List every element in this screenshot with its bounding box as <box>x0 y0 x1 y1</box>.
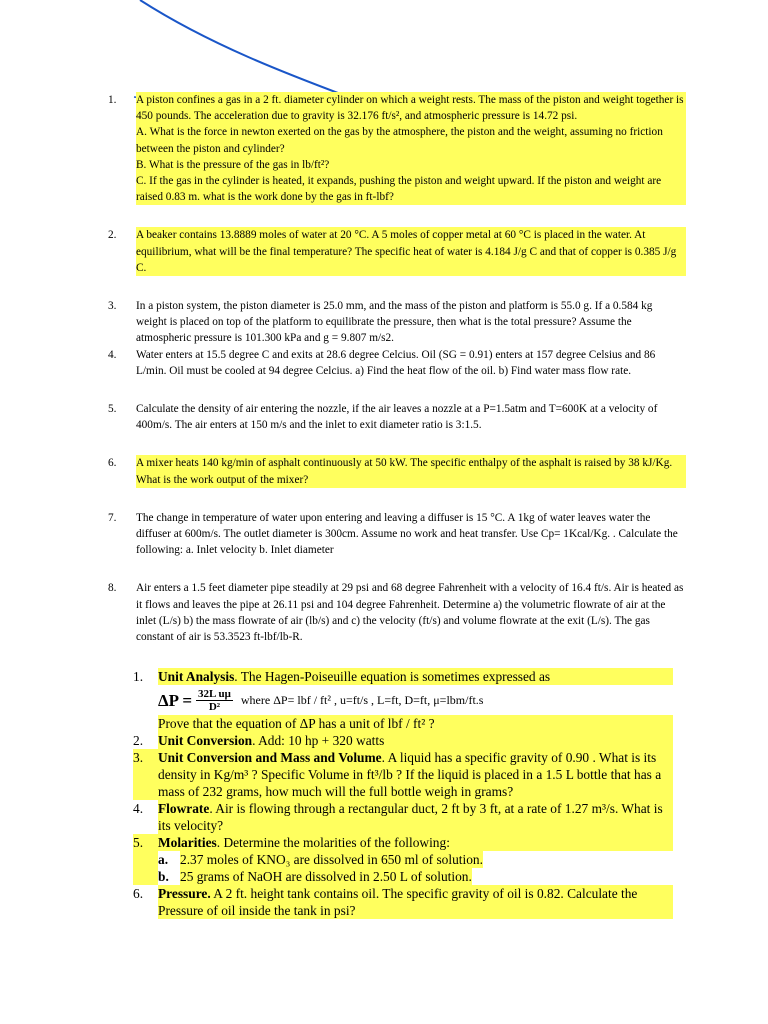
subitem-text: 25 grams of NaOH are dissolved in 2.50 L of solution. <box>180 869 472 884</box>
problem-1 <box>108 92 686 205</box>
exercise-5-subitem-a <box>158 851 673 868</box>
exercise-number: 5. <box>133 834 158 885</box>
exercise-text: . Determine the molarities of the following: <box>216 835 450 850</box>
problem-number: 3. <box>108 300 117 313</box>
struck-text: A piston confines a gas in a 2 ft. diameter <box>136 94 324 106</box>
problem-4 <box>108 347 686 379</box>
exercise-title: Molarities <box>158 835 217 850</box>
problem-number: 7. <box>108 511 117 524</box>
exercise-number: 2. <box>133 733 144 748</box>
exercise-4 <box>133 800 673 834</box>
problem-number: 1. <box>108 94 117 106</box>
exercise-text: A 2 ft. height tank contains oil. The specific gravity of oil is 0.82. Calculate the Pressure of oil inside the tank in psi? <box>158 886 638 918</box>
exercise-5-subitem-b <box>158 868 673 885</box>
exercise-title: Flowrate <box>158 801 210 816</box>
exercise-title: Unit Analysis <box>158 669 235 684</box>
problem-subpart-c: C. If the gas in the cylinder is heated, it expands, pushing the piston and weight upward. If the piston and weight are raised 0.83 m. what is the work done by the gas in ft-lbf? <box>136 173 686 205</box>
problem-list-part1 <box>108 92 686 645</box>
problem-subpart-b: B. What is the pressure of the gas in lb/ft²? <box>136 157 686 173</box>
problem-number: 6. <box>108 457 117 470</box>
subitem-label: b. <box>158 869 169 884</box>
subitem-label: a. <box>158 852 169 867</box>
exercise-text: . A liquid has a specific gravity of 0.90 . What is its density in Kg/m³ ? Specific Volume in ft³/lb ? If the liquid is placed in a 1.5 L bottle that has a mass of 232 grams, how much will the full bottle weigh in grams? <box>158 750 662 799</box>
problem-number: 2. <box>108 229 117 242</box>
equation-fraction <box>196 688 233 713</box>
exercise-title: Unit Conversion and Mass and Volume <box>158 750 382 765</box>
exercise-number: 3. <box>133 749 158 800</box>
exercise-5 <box>133 834 673 885</box>
exercise-1 <box>133 668 673 732</box>
problem-list-part2 <box>133 668 673 919</box>
exercise-6 <box>133 885 673 919</box>
problem-number: 4. <box>108 348 117 361</box>
problem-7 <box>108 510 686 559</box>
exercise-prove: Prove that the equation of ΔP has a unit of lbf / ft² ? <box>158 715 673 732</box>
exercise-text: . Air is flowing through a rectangular duct, 2 ft by 3 ft, at a rate of 1.27 m³/s. What is its velocity? <box>158 801 663 833</box>
problem-text: In a piston system, the piston diameter is 25.0 mm, and the mass of the piston and platform is 55.0 g. If a 0.584 kg weight is placed on top of the platform to equilibrate the pressure, then what is the total pressure? Assume the atmospheric pressure is 101.300 kPa and g = 9.807 m/s2. <box>136 300 653 345</box>
problem-number: 8. <box>108 582 117 595</box>
exercise-text: . Add: 10 hp + 320 watts <box>252 733 385 748</box>
problem-8 <box>108 580 686 645</box>
problem-text: A beaker contains 13.8889 moles of water at 20 °C. A 5 moles of copper metal at 60 °C is placed in the water. At equilibrium, what will be the final temperature? The specific heat of water is 4.184 J/g C and that of copper is 0.385 J/g C. <box>136 227 686 276</box>
exercise-title: Unit Conversion <box>158 733 253 748</box>
exercise-text: . The Hagen-Poiseuille equation is sometimes expressed as <box>234 669 551 684</box>
equation-where: where ΔP= lbf / ft² , u=ft/s , L=ft, D=ft, μ=lbm/ft.s <box>240 692 484 707</box>
exercise-title: Pressure. <box>158 886 211 901</box>
hagen-poiseuille-equation <box>158 685 673 715</box>
pen-stroke-curve <box>140 0 346 96</box>
exercise-number: 1. <box>133 669 144 684</box>
problem-text: The change in temperature of water upon entering and leaving a diffuser is 15 °C. A 1kg of water leaves water the diffuser at 600m/s. The outlet diameter is 300cm. Assume no work and heat transfer. Use Cp= 1Kcal/Kg. . Calculate the following: a. Inlet velocity b. Inlet diameter <box>136 511 678 557</box>
subitem-text: 2.37 moles of KNO₃ are dissolved in 650 ml of solution. <box>180 852 483 867</box>
problem-2 <box>108 227 686 276</box>
exercise-number: 4. <box>133 801 144 816</box>
equation-numerator: 32L uμ <box>198 687 231 700</box>
problem-text: cylinder on which a weight rests. The mass of the piston and weight together is 450 pounds. The acceleration due to gravity is 32.176 ft/s², and atmospheric pressure is 14.72 psi. <box>136 94 684 123</box>
problem-text: A mixer heats 140 kg/min of asphalt continuously at 50 kW. The specific enthalpy of the asphalt is raised by 38 kJ/Kg. What is the work output of the mixer? <box>136 455 686 487</box>
equation-lhs: ΔP = <box>158 690 193 710</box>
problem-6 <box>108 455 686 487</box>
problem-text: Water enters at 15.5 degree C and exits at 28.6 degree Celcius. Oil (SG = 0.91) enters at 157 degree Celsius and 86 L/min. Oil must be cooled at 94 degree Celcius. a) Find the heat flow of the oil. b) Find water mass flow rate. <box>136 348 656 377</box>
problem-number: 5. <box>108 403 117 416</box>
problem-5 <box>108 401 686 433</box>
exercise-2 <box>133 732 673 749</box>
problem-text: Air enters a 1.5 feet diameter pipe steadily at 29 psi and 68 degree Fahrenheit with a velocity of 16.4 ft/s. Air is heated as it flows and leaves the pipe at 26.11 psi and 104 degree Fahrenheit. Determine a) the volumetric flowrate of air at the inlet (L/s) b) the mass flowrate of air (lb/s) and c) the velocity (ft/s) and volume flowrate at the exit (L/s). The gas constant of air is 53.3523 ft-lbf/lb-R. <box>136 582 684 644</box>
exercise-number: 6. <box>133 886 144 901</box>
exercise-3 <box>133 749 673 800</box>
problem-3 <box>108 298 686 347</box>
problem-subpart-a: A. What is the force in newton exerted on the gas by the atmosphere, the piston and the weight, assuming no friction between the piston and cylinder? <box>136 124 686 156</box>
equation-denominator: D² <box>208 700 221 713</box>
problem-text: Calculate the density of air entering the nozzle, if the air leaves a nozzle at a P=1.5atm and T=600K at a velocity of 400m/s. The air enters at 150 m/s and the inlet to exit diameter ratio is 3:1.5. <box>136 403 658 432</box>
